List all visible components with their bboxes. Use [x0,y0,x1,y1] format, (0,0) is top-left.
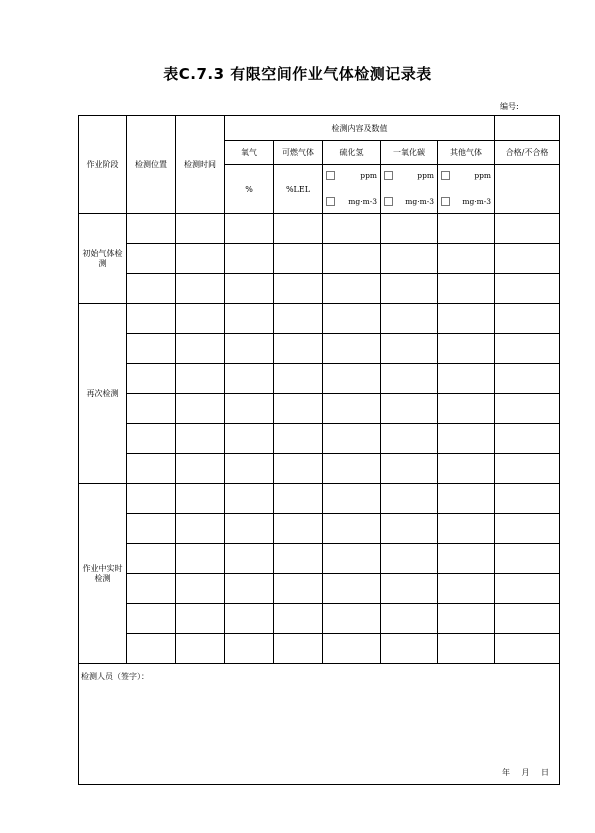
table-cell[interactable] [381,364,438,394]
table-cell[interactable] [127,514,176,544]
table-cell[interactable] [323,304,381,334]
checkbox[interactable] [326,197,335,206]
table-cell[interactable] [176,304,225,334]
stage-realtime: 作业中实时检测 [79,484,127,664]
table-cell[interactable] [127,244,176,274]
table-cell[interactable] [176,394,225,424]
table-cell[interactable] [323,394,381,424]
table-cell[interactable] [438,544,495,574]
table-cell[interactable] [225,214,274,244]
table-cell[interactable] [225,454,274,484]
table-cell[interactable] [323,634,381,664]
table-cell[interactable] [176,274,225,304]
table-cell[interactable] [127,274,176,304]
table-row [79,334,560,364]
checkbox[interactable] [384,197,393,206]
table-cell[interactable] [495,544,560,574]
table-cell[interactable] [381,394,438,424]
table-cell[interactable] [127,334,176,364]
table-cell[interactable] [495,604,560,634]
table-cell[interactable] [381,514,438,544]
table-row [79,514,560,544]
table-cell[interactable] [381,304,438,334]
table-cell[interactable] [495,424,560,454]
table-cell[interactable] [176,604,225,634]
table-cell[interactable] [438,454,495,484]
unit-other: ppm mg·m-3 [438,165,495,214]
table-cell[interactable] [274,544,323,574]
table-cell[interactable] [127,604,176,634]
table-cell[interactable] [127,304,176,334]
table-cell[interactable] [127,634,176,664]
table-cell[interactable] [176,214,225,244]
header-content-group: 检测内容及数值 [225,116,495,141]
table-cell[interactable] [127,214,176,244]
table-cell[interactable] [495,484,560,514]
table-cell[interactable] [274,364,323,394]
table-row [79,304,560,334]
table-cell[interactable] [176,364,225,394]
table-cell[interactable] [495,454,560,484]
table-cell[interactable] [225,514,274,544]
table-cell[interactable] [495,574,560,604]
table-cell[interactable] [225,244,274,274]
table-row [79,364,560,394]
table-cell[interactable] [225,634,274,664]
table-row [79,574,560,604]
unit-h2s: ppm mg·m-3 [323,165,381,214]
table-cell[interactable] [225,364,274,394]
table-row [79,634,560,664]
header-co: 一氧化碳 [381,141,438,165]
table-cell[interactable] [323,244,381,274]
table-cell[interactable] [381,544,438,574]
table-cell[interactable] [274,274,323,304]
table-cell[interactable] [438,634,495,664]
table-cell[interactable] [274,394,323,424]
table-cell[interactable] [225,484,274,514]
table-cell[interactable] [127,484,176,514]
table-cell[interactable] [323,544,381,574]
table-cell[interactable] [225,574,274,604]
table-cell[interactable] [274,214,323,244]
table-cell[interactable] [225,394,274,424]
table-cell[interactable] [495,364,560,394]
stage-initial: 初始气体检测 [79,214,127,304]
inspector-signature-label: 检测人员（签字）： [81,672,149,681]
table-cell[interactable] [381,274,438,304]
table-cell[interactable] [127,424,176,454]
header-result: 合格/不合格 [495,141,560,165]
table-cell[interactable] [438,214,495,244]
checkbox[interactable] [326,171,335,180]
form-title: 表C.7.3 有限空间作业气体检测记录表 [163,65,432,83]
table-cell[interactable] [495,634,560,664]
table-cell[interactable] [225,604,274,634]
table-row [79,454,560,484]
table-cell[interactable] [127,574,176,604]
table-cell[interactable] [176,244,225,274]
table-cell[interactable] [274,424,323,454]
table-cell[interactable] [495,304,560,334]
table-cell[interactable] [274,334,323,364]
checkbox[interactable] [384,171,393,180]
table-row [79,244,560,274]
table-cell[interactable] [438,484,495,514]
table-cell[interactable] [438,274,495,304]
table-cell[interactable] [495,274,560,304]
table-cell[interactable] [176,544,225,574]
table-cell[interactable] [225,274,274,304]
table-row [79,274,560,304]
header-other: 其他气体 [438,141,495,165]
header-result-top [495,116,560,141]
table-cell[interactable] [274,514,323,544]
table-cell[interactable] [438,304,495,334]
table-row [79,544,560,574]
table-cell[interactable] [495,514,560,544]
table-cell[interactable] [176,454,225,484]
table-cell[interactable] [176,334,225,364]
checkbox[interactable] [441,197,450,206]
table-cell[interactable] [381,454,438,484]
table-cell[interactable] [323,274,381,304]
table-cell[interactable] [323,574,381,604]
table-cell[interactable] [381,574,438,604]
table-cell[interactable] [274,484,323,514]
table-cell[interactable] [381,244,438,274]
table-cell[interactable] [438,574,495,604]
table-row [79,424,560,454]
header-combustible: 可燃气体 [274,141,323,165]
gas-detection-record-table [78,115,560,785]
table-cell[interactable] [176,634,225,664]
unit-result [495,165,560,214]
table-cell[interactable] [323,604,381,634]
table-cell[interactable] [438,394,495,424]
table-cell[interactable] [438,424,495,454]
table-cell[interactable] [438,364,495,394]
table-cell[interactable] [225,334,274,364]
table-cell[interactable] [381,334,438,364]
table-cell[interactable] [176,424,225,454]
table-cell[interactable] [176,484,225,514]
header-oxygen: 氧气 [225,141,274,165]
table-cell[interactable] [127,364,176,394]
table-cell[interactable] [381,484,438,514]
table-cell[interactable] [127,454,176,484]
table-cell[interactable] [323,514,381,544]
unit-oxygen: % [225,165,274,214]
table-cell[interactable] [274,604,323,634]
table-cell[interactable] [176,574,225,604]
header-location: 检测位置 [127,116,176,214]
unit-co: ppm mg·m-3 [381,165,438,214]
table-cell[interactable] [127,544,176,574]
checkbox[interactable] [441,171,450,180]
table-cell[interactable] [381,634,438,664]
header-time: 检测时间 [176,116,225,214]
table-cell[interactable] [438,334,495,364]
table-cell[interactable] [495,244,560,274]
table-cell[interactable] [225,424,274,454]
table-cell[interactable] [438,514,495,544]
table-cell[interactable] [274,634,323,664]
table-cell[interactable] [381,424,438,454]
signature-area[interactable] [79,664,560,785]
table-row [79,394,560,424]
table-cell[interactable] [225,544,274,574]
header-h2s: 硫化氢 [323,141,381,165]
stage-recheck: 再次检测 [79,304,127,484]
serial-number-label: 编号: [500,102,519,111]
table-cell[interactable] [495,214,560,244]
table-cell[interactable] [323,364,381,394]
table-cell[interactable] [495,334,560,364]
table-cell[interactable] [323,454,381,484]
table-row [79,214,560,244]
table-cell[interactable] [274,454,323,484]
table-cell[interactable] [495,394,560,424]
table-cell[interactable] [127,394,176,424]
table-cell[interactable] [274,574,323,604]
table-cell[interactable] [381,604,438,634]
table-cell[interactable] [225,304,274,334]
table-cell[interactable] [274,244,323,274]
table-cell[interactable] [323,424,381,454]
table-cell[interactable] [323,334,381,364]
table-row [79,604,560,634]
table-cell[interactable] [438,244,495,274]
date-label: 年 月 日 [501,768,550,777]
table-row [79,484,560,514]
table-cell[interactable] [176,514,225,544]
table-cell[interactable] [381,214,438,244]
unit-combustible: %LEL [274,165,323,214]
table-cell[interactable] [323,214,381,244]
table-cell[interactable] [323,484,381,514]
table-cell[interactable] [274,304,323,334]
table-cell[interactable] [438,604,495,634]
header-stage: 作业阶段 [79,116,127,214]
